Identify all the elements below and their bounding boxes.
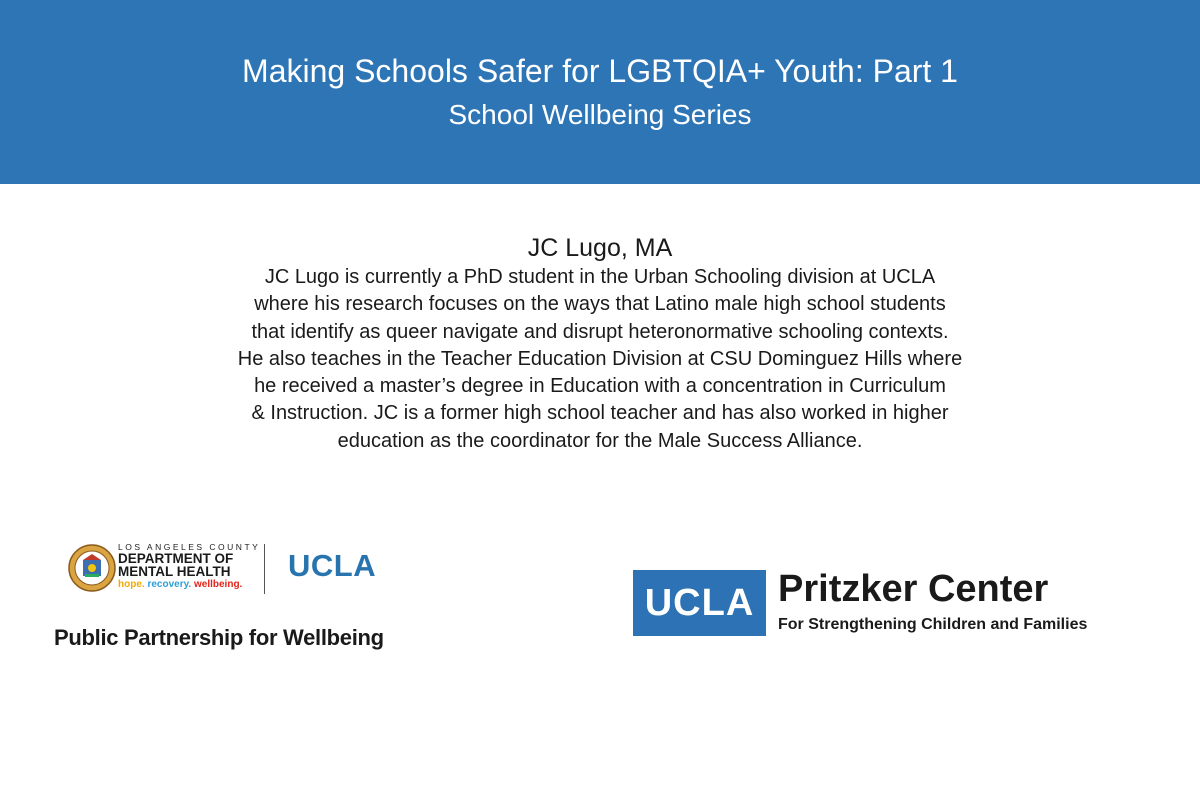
partnership-label: Public Partnership for Wellbeing	[54, 625, 384, 650]
series-subtitle: School Wellbeing Series	[448, 99, 752, 130]
dmh-tagline	[118, 578, 268, 591]
speaker-bio: JC Lugo is currently a PhD student in the Urban Schooling division at UCLA where his research focuses on the ways that Latino male high school students that identify as queer navigate and disrupt heteronormative schooling contexts. He also teaches in the Teacher Education Division at CSU Dominguez Hills where he received a master’s degree in Education with a concentration in Curriculum & Instruction. JC is a former high school teacher and has also worked in higher education as the coordinator for the Male Success Alliance.	[237, 266, 963, 452]
pritzker-center-logo	[633, 570, 1133, 636]
tagline-hope: hope.	[118, 579, 145, 590]
dmh-department-line1: DEPARTMENT OF	[118, 551, 234, 566]
speaker-section	[200, 232, 1000, 455]
ucla-wordmark: UCLA	[288, 548, 377, 583]
tagline-recovery: recovery.	[147, 579, 192, 590]
logo-divider	[264, 544, 265, 594]
dmh-wordmark	[118, 542, 268, 591]
page-title: Making Schools Safer for LGBTQIA+ Youth: Part 1	[242, 53, 958, 89]
dmh-ucla-logo	[68, 542, 398, 602]
dmh-county-label: LOS ANGELES COUNTY	[118, 542, 261, 552]
dmh-department-line2: MENTAL HEALTH	[118, 564, 231, 579]
title-banner	[0, 0, 1200, 184]
speaker-name: JC Lugo, MA	[527, 234, 673, 262]
pritzker-center-name: Pritzker Center	[778, 568, 1049, 610]
tagline-wellbeing: wellbeing.	[193, 579, 243, 590]
county-seal-icon	[68, 544, 116, 592]
pritzker-center-subtitle: For Strengthening Children and Families	[778, 616, 1088, 633]
ucla-box-wordmark: UCLA	[633, 570, 766, 636]
